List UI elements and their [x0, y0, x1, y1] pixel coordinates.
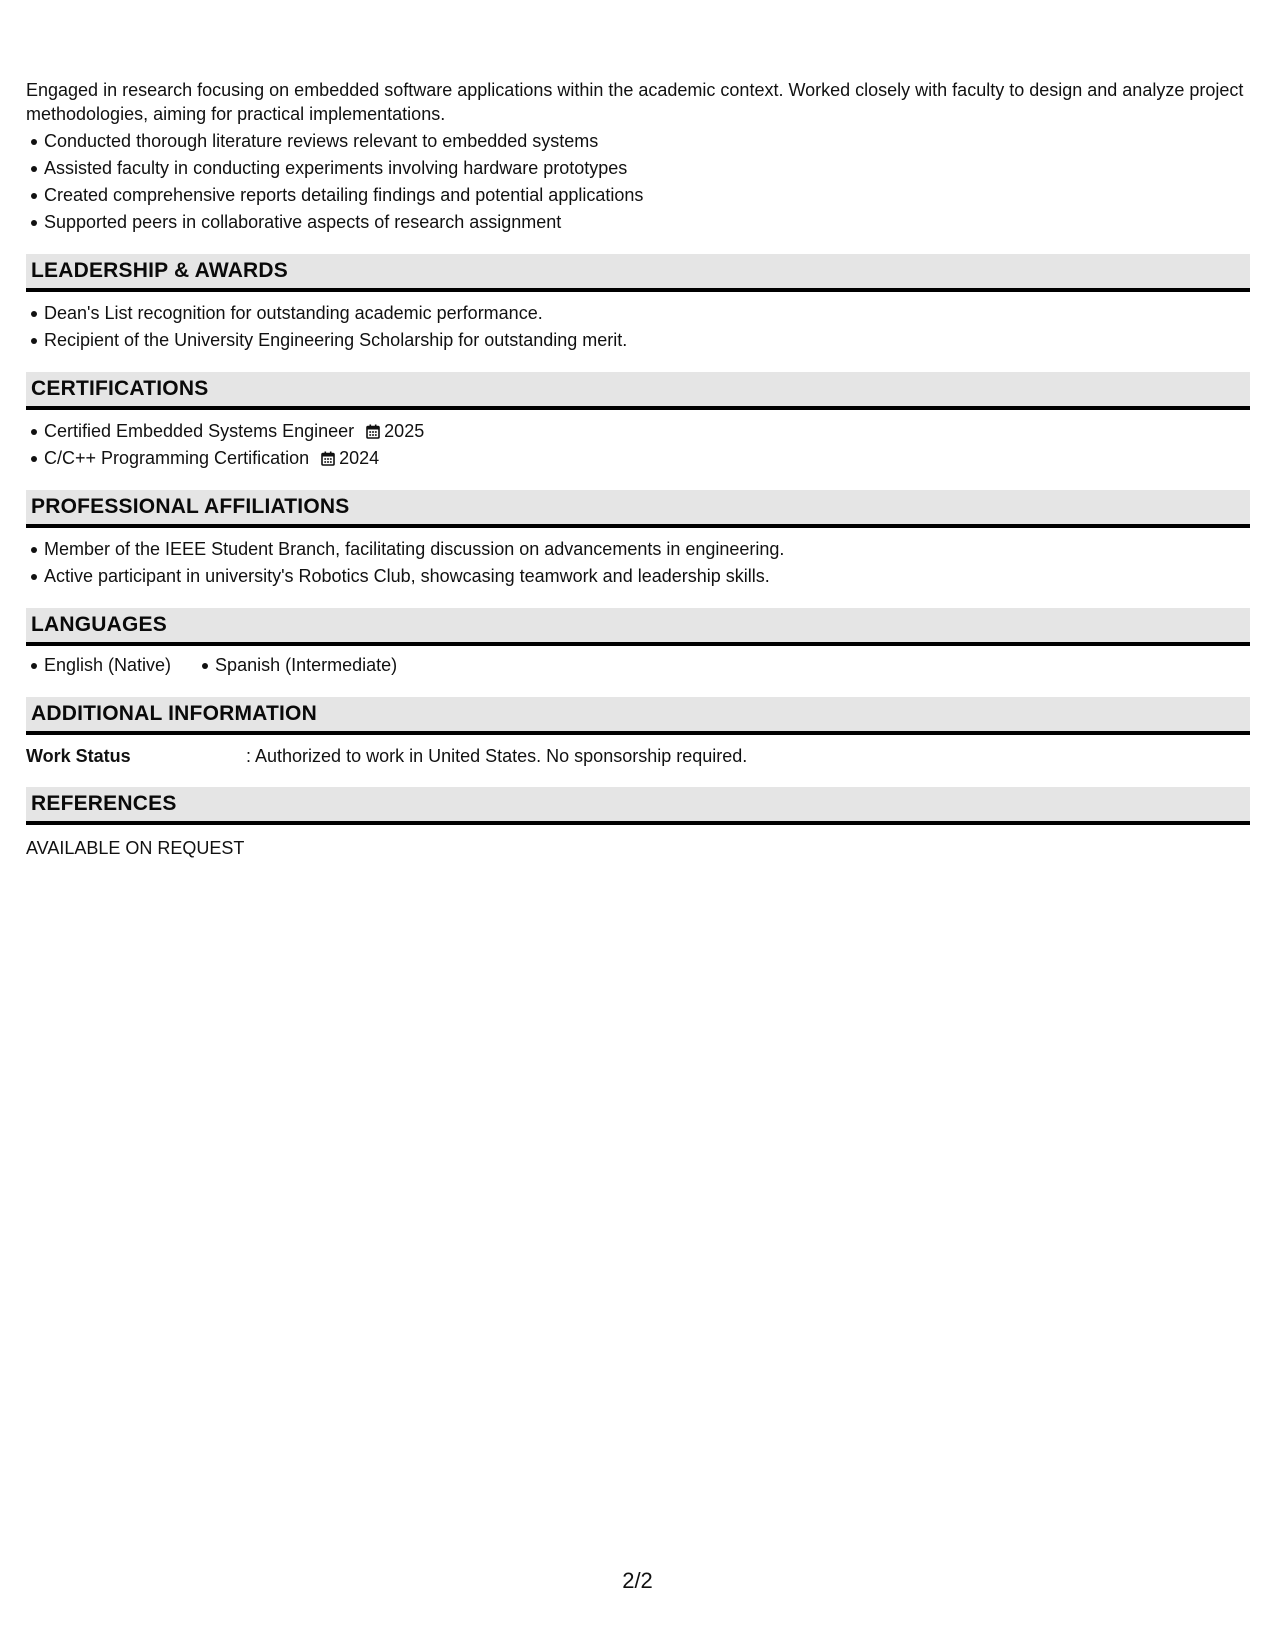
languages-list [26, 652, 1250, 679]
list-item: Supported peers in collaborative aspects of research assignment [44, 209, 1250, 236]
list-item: English (Native) [44, 652, 171, 679]
section-header [26, 608, 1250, 646]
list-item: Recipient of the University Engineering Scholarship for outstanding merit. [44, 327, 1250, 354]
section-title: CERTIFICATIONS [31, 377, 209, 400]
affiliations-list [26, 536, 1250, 590]
list-item [44, 445, 1250, 472]
section-title: LEADERSHIP & AWARDS [31, 259, 288, 282]
section-references [26, 787, 1250, 861]
section-body [26, 410, 1250, 472]
section-leadership [26, 254, 1250, 354]
calendar-icon [366, 424, 380, 439]
list-item: Spanish (Intermediate) [215, 652, 397, 679]
list-item [44, 418, 1250, 445]
section-header [26, 372, 1250, 410]
work-status-row [26, 741, 1250, 769]
section-header [26, 254, 1250, 292]
certification-name: C/C++ Programming Certification [44, 448, 310, 468]
research-description: Engaged in research focusing on embedded software applications within the academic context. Worked closely with faculty to design and analyze project methodologies, aiming for practical implementations. [26, 80, 1244, 124]
list-item: Dean's List recognition for outstanding academic performance. [44, 300, 1250, 327]
resume-page [26, 78, 1250, 861]
section-body [26, 528, 1250, 590]
section-title: ADDITIONAL INFORMATION [31, 702, 317, 725]
section-certifications [26, 372, 1250, 472]
certification-year: 2024 [339, 448, 380, 468]
leadership-list [26, 300, 1250, 354]
section-body [26, 825, 1250, 861]
certifications-list [26, 418, 1250, 472]
certification-name: Certified Embedded Systems Engineer [44, 421, 355, 441]
section-title: LANGUAGES [31, 613, 167, 636]
list-item: Assisted faculty in conducting experiments involving hardware prototypes [44, 155, 1250, 182]
section-header [26, 490, 1250, 528]
work-status-label: Work Status [26, 746, 131, 766]
section-title: REFERENCES [31, 792, 177, 815]
list-item: Conducted thorough literature reviews relevant to embedded systems [44, 128, 1250, 155]
section-body [26, 646, 1250, 679]
calendar-icon [321, 451, 335, 466]
section-affiliations [26, 490, 1250, 590]
section-body [26, 292, 1250, 354]
research-bullets [26, 128, 1250, 236]
section-header [26, 787, 1250, 825]
references-text: AVAILABLE ON REQUEST [26, 838, 245, 858]
section-additional-information [26, 697, 1250, 769]
certification-year: 2025 [384, 421, 425, 441]
list-item: Active participant in university's Robotics Club, showcasing teamwork and leadership skills. [44, 563, 1250, 590]
list-item: Created comprehensive reports detailing findings and potential applications [44, 182, 1250, 209]
section-header [26, 697, 1250, 735]
work-status-value: : Authorized to work in United States. No sponsorship required. [246, 746, 748, 766]
section-body [26, 735, 1250, 769]
page-number: 2/2 [622, 1568, 653, 1593]
section-title: PROFESSIONAL AFFILIATIONS [31, 495, 350, 518]
list-item: Member of the IEEE Student Branch, facilitating discussion on advancements in engineering. [44, 536, 1250, 563]
section-languages [26, 608, 1250, 679]
